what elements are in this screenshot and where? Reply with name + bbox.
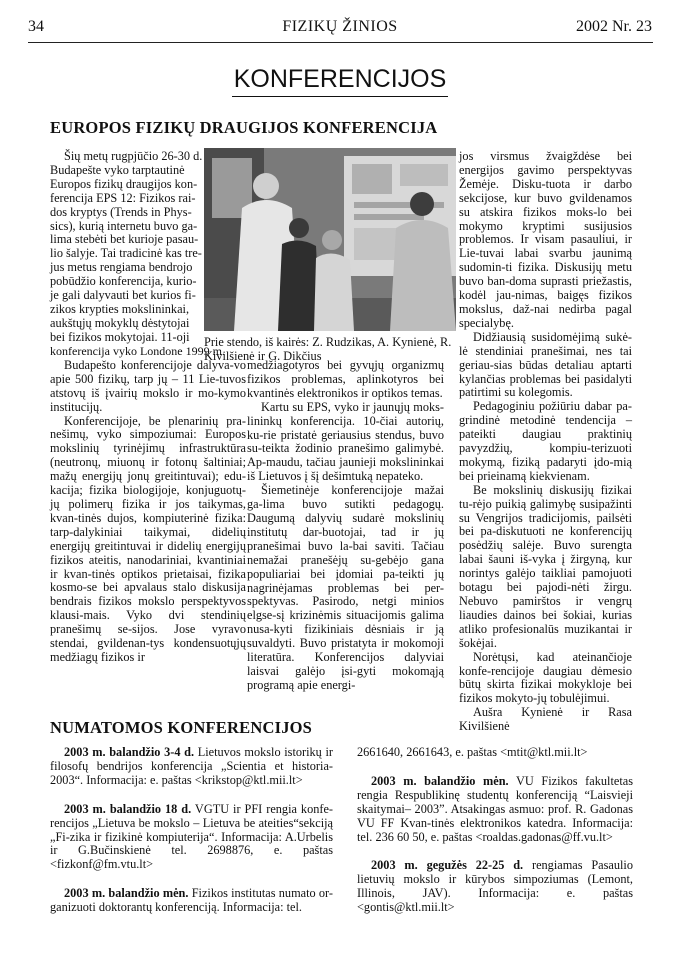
event-text: VGTU ir PFI rengia konfe-rencijos „Lietuva be mokslo – Lietuva be ateities“sekciją „Fi-zika ir fizikinė kompiuterija“. Informacija: A.Urbelis ir G.Bučinskienė tel. 2698876, e. paštas <fizkonf@fm.vtu.lt> [50,801,334,872]
article-column-1-bottom [50,345,246,665]
upcoming-title: NUMATOMOS KONFERENCIJOS [50,718,313,737]
text-line: je gali dalyvauti bet kurios fi- [50,288,196,303]
conference-photo [204,148,456,331]
event-text: rengiamas Pasaulio lietuvių mokslo ir kūrybos simpoziumas (Lemont, Illinois, JAV). Informacija: e. paštas <gontis@ktl.mii.lt> [357,858,634,915]
photo-illustration [204,148,456,331]
event-item [50,803,333,873]
event-item [357,775,633,845]
article-column-3 [459,150,632,734]
text-line: dos kryptys (Trends in Phys- [50,204,192,219]
paragraph: Kartu su EPS, vyko ir jaunųjų moks-lininkų konferencija. 10-čiai autorių, ku-rie pristatė geriausius stendus, buvo su-teikta žodinio pranešimo galimybė. Ap-maudu, tačiau jaunieji mokslininkai iš Lietuvos į šį dešimtuką nepateko. [247,399,444,484]
text-line: Šių metų rugpjūčio 26-30 d. [64,149,203,163]
text-line: jus metus rengiama bendrojo [50,260,193,275]
paragraph: Konferencijoje, be plenarinių pra-nešimų, vyko simpoziumai: Europos mokslinių tyrinėjimų infrastruktūra (neutronų, miuonų ir fotonų šaltiniai; mažų energijų jonų greitintuvai); edu-kacija; fizika biologijoje, konjuguotų-jų polimerų fizika ir jos taikymas, kvan-tinės dujos, kompiuterinė fizika: tarp-dalykiniai taikymai, didelių energijų greitintuvai ir didelių energijų fizikos ateitis, nanodariniai, kvantiniai ir kvan-tinės optikos prietaisai, fizika kosmo-se bei apvalaus stalo diskusija bendrais fizikos mokslo perspektyvos klausi-mais. Vyko dvi stendinių pranešimų se-sijos. Jose vyravo stendai, gvildenan-tys kondensuotųjų medžiagų fizikos ir [50,413,246,664]
text-line: bei fizikos mokytojai. 11-oji [50,329,190,344]
article-column-1-top [50,149,203,345]
event-date: 2003 m. balandžio mėn. [64,886,189,901]
event-text: Fizikos institutas numato or-ganizuoti doktorantų konferenciją. Informacija: tel. [50,886,333,915]
event-text: VU Fizikos fakultetas rengia Respublikinę studentų konferenciją “Laisvieji skaitymai– 2003”. Atsakingas asmuo: prof. R. Gadonas VU FF Kvan-tinės elektronikos katedra. Informacija: tel. 236 60 50, e. paštas <roaldas.gadonas@ff.vu.lt> [357,773,633,844]
text-line: Budapešte vyko tarptautinė [50,162,185,177]
page-number: 34 [28,18,44,35]
text-line: ferencija EPS 12: Fizikos rai- [50,190,196,205]
event-item [50,746,333,788]
text-line: pobūdžio konferencija, kurio- [50,274,197,289]
upcoming-column-right [357,746,633,930]
text-line: Europos fizikų draugijos kon- [50,176,198,191]
text-line: lima stebėti bet kurioje pasau- [50,232,199,247]
paragraph: Be mokslinių diskusijų fizikai tu-rėjo puikią galimybę susipažinti su Vengrijos tradicijomis, pailsėti bei pa-diskutuoti ne konferencijų posėdžių salėje. Buvo surengta labai šauni iš-vyka į žirgyną, kur norintys galėjo taikliai pamojuoti botagu bei pajodi-nėti žirgu. Nebuvo pamirštos ir vengrų liaudies dainos bei šokiai, kurias atliko profesionalūs muzikantai ir šokėjai. [459,482,632,650]
paragraph: Šiemetinėje konferencijoje mažai ga-lima buvo sutikti pedagogų. Daugumą dalyvių sudarė mokslinių institutų dar-buotojai, tad ir jų pranešimai buvo la-bai saviti. Tačiau nemažai pranešėjų su-gebėjo gana populiariai bei įdomiai pa-teikti jų nagrinėjamas problemas bei per-spektyvas. Pasirodo, netgi minios elgse-sį krizinėmis situacijomis galima nusa-kyti fizikiniais dėsniais ir ją suvaldyti. Buvo pristatyta ir mokomoji literatūra. Konferencijos dalyviai laisvai galėjo įsi-gyti mokomąją programą apie energi- [247,483,444,692]
text-line: konferencija vyko Londone 1999 m. [50,344,225,358]
upcoming-column-left [50,746,333,930]
article-title: EUROPOS FIZIKŲ DRAUGIJOS KONFERENCIJA [50,118,438,137]
section-title: KONFERENCIJOS [0,64,680,97]
event-continuation: 2661640, 2661643, e. paštas <mtit@ktl.mii.lt> [357,745,588,759]
issue-label: 2002 Nr. 23 [576,18,652,35]
event-date: 2003 m. balandžio mėn. [371,773,509,788]
text-line: aukštųjų mokyklų dėstytojai [50,315,190,330]
event-date: 2003 m. balandžio 18 d. [64,801,192,816]
paragraph: Pedagoginiu požiūriu dabar pa-grindinė metodinė tendencija – pateikti daugiau praktinių pavyzdžių, kompiu-terizuoti mokymą, fiziką padaryti įdo-mią bei prieinamą kiekvienam. [459,399,632,483]
paragraph: Norėtųsi, kad ateinančioje konfe-rencijoje daugiau dėmesio būtų skirta fizikai mokykloje bei fizikos mokyto-jų tobulėjimui. [459,649,632,706]
photo-caption: Prie stendo, iš kairės: Z. Rudzikas, A. Kynienė, R. Kivilšienė ir G. Dikčius [204,335,452,363]
paragraph: medžiagotyros bei gyvųjų organizmų fizikos problemas, aplinkotyros bei kvantinės elektronikos ir optikos temas. [247,358,444,400]
article-authors: Aušra Kynienė ir Rasa Kivilšienė [459,705,632,734]
paragraph: Didžiausią susidomėjimą sukė-lė stendiniai pranešimai, nes tai geriau-sias būdas detaliau aptarti kylančias problemas bei pasidalyti patirtimi su kolegomis. [459,329,632,400]
text-line: lio šalyje. Tai tradicinė kas tre- [50,246,202,261]
event-text: Lietuvos mokslo istorikų ir filosofų bendrijos konferencija „Scientia et historia-2003“. Informacija: e. paštas <krikstop@ktl.mii.lt> [50,745,333,787]
text-line: zikos krypties mokslininkai, [50,301,190,316]
event-item [357,859,633,915]
paragraph: Budapešto konferencijoje dalyva-vo apie 500 fizikų, tarp jų – 11 Lie-tuvos atstovų iš įvairių mokslo ir mo-kymo institucijų. [50,357,246,414]
paragraph: jos virsmus žvaigždėse bei energijos gavimo perspektyvas Žemėje. Disku-tuota ir darbo sekcijose, kur buvo gvildenamos su atskira fizikos moks-lo bei mokymo kryptimi susijusios problemos. Ir visam pasauliui, ir Lie-tuvai labai svarbu jaunimą sudomin-ti fizika. Diskusijų metu buvo ban-doma suprasti priežastis, kodėl jau-nimas, baigęs fizikos mokslus, daž-nai nedirba pagal specialybę. [459,149,632,330]
event-date: 2003 m. balandžio 3-4 d. [64,745,195,759]
header-rule [28,42,653,43]
article-column-2 [247,359,444,693]
text-line: sics), kurią internetu buvo ga- [50,218,198,233]
event-date: 2003 m. gegužės 22-25 d. [371,858,524,873]
journal-title: FIZIKŲ ŽINIOS [282,18,398,35]
event-item [50,887,333,915]
